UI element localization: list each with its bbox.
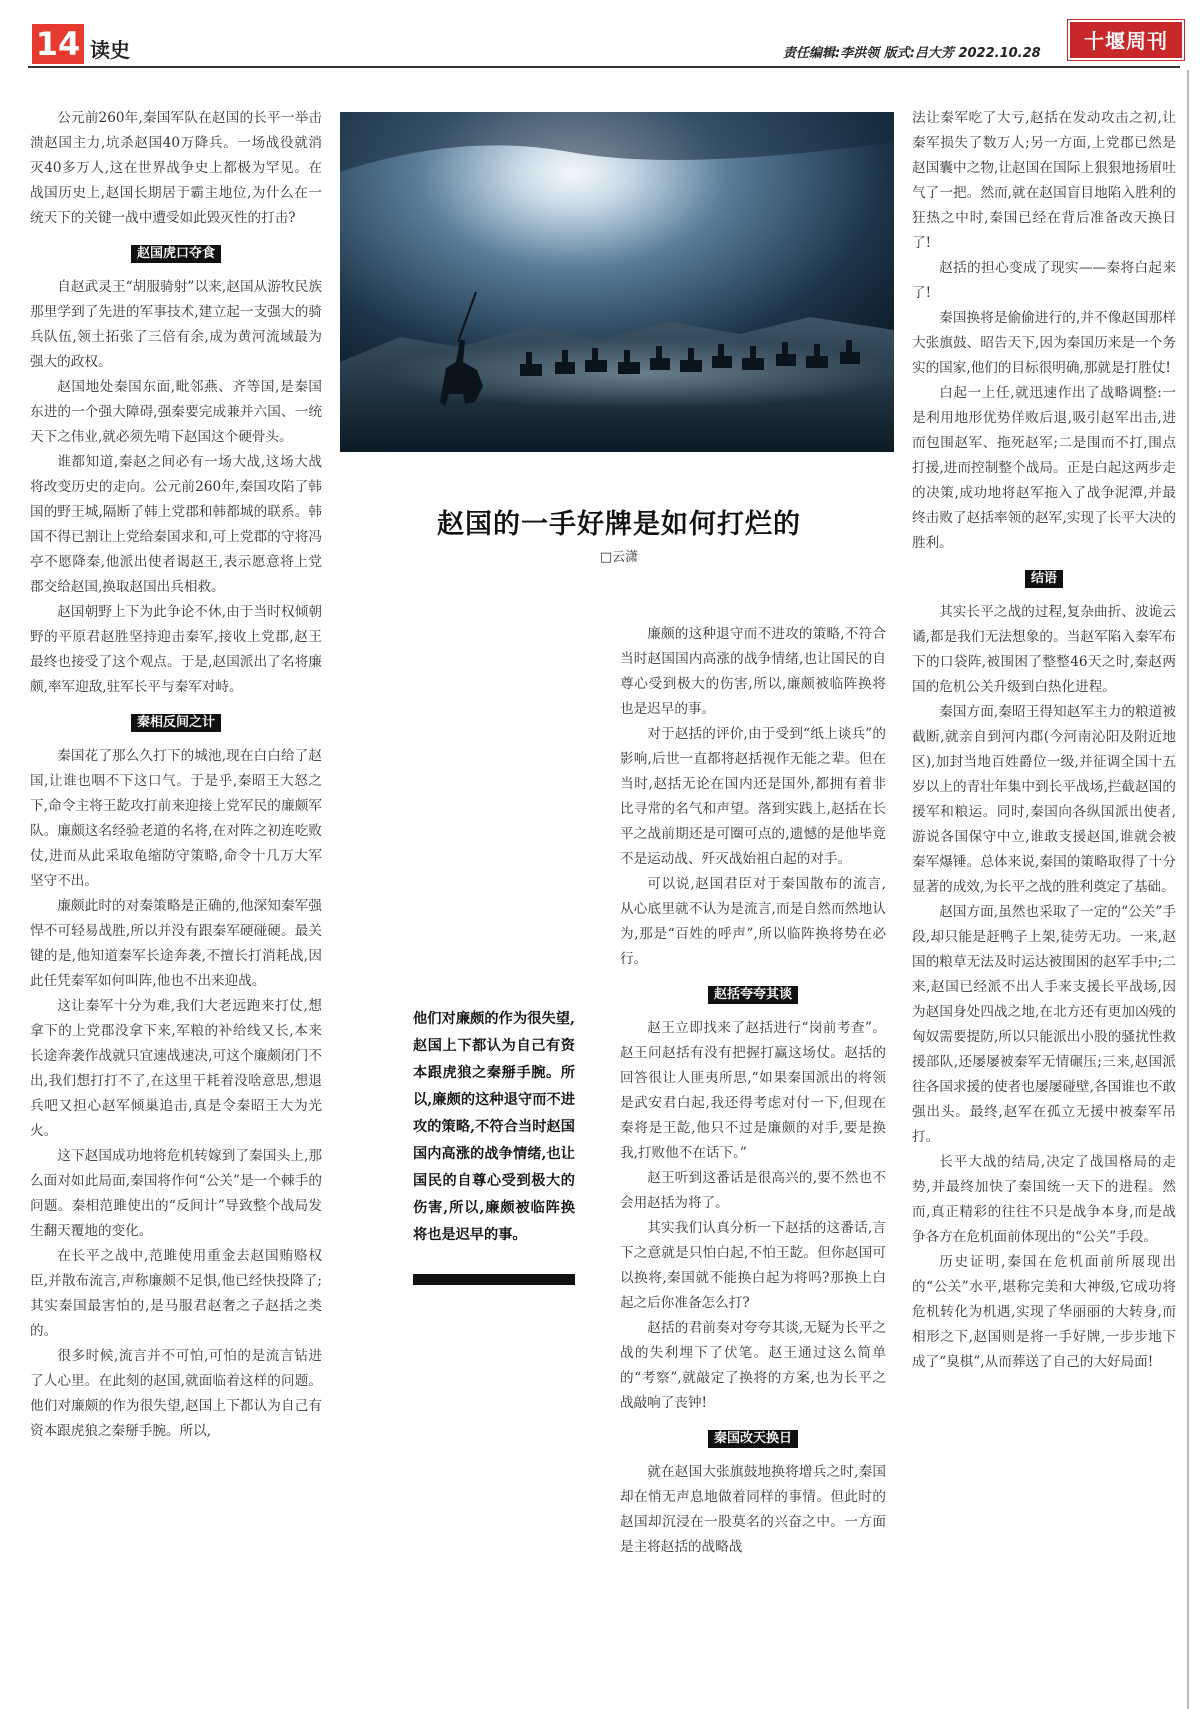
subheading-label: 赵括夸夸其谈 [708,986,798,1004]
paragraph: 很多时候,流言并不可怕,可怕的是流言钻进了人心里。在此刻的赵国,就面临着这样的问题。他们对廉颇的作为很失望,赵国上下都认为自己有资本跟虎狼之秦掰手腕。所以, [30,1348,322,1439]
paragraph: 历史证明,秦国在危机面前所展现出的“公关”水平,堪称完美和大神级,它成功将危机转化为机遇,实现了华丽丽的大转身,而相形之下,赵国则是将一手好牌,一步步地下成了“臭棋”,从而葬送了自己的大好局面! [912,1254,1176,1370]
publication-logo: 十堰周刊 [1068,20,1184,60]
paragraph: 就在赵国大张旗鼓地换将增兵之时,秦国却在悄无声息地做着同样的事情。但此时的赵国却沉浸在一股莫名的兴奋之中。一方面是主将赵括的战略战 [620,1464,886,1555]
paragraph: 其实长平之战的过程,复杂曲折、波诡云谲,都是我们无法想象的。当赵军陷入秦军布下的口袋阵,被围困了整整46天之时,秦赵两国的危机公关升级到白热化进程。 [912,604,1176,695]
subheading [30,710,322,735]
paragraph: 长平大战的结局,决定了战国格局的走势,并最终加快了秦国统一天下的进程。然而,真正精彩的往往不只是战争本身,而是战争各方在危机面前体现出的“公关”手段。 [912,1154,1176,1245]
paragraph: 秦国换将是偷偷进行的,并不像赵国那样大张旗鼓、昭告天下,因为秦国历来是一个务实的国家,他们的目标很明确,那就是打胜仗! [912,310,1176,376]
paragraph: 廉颇此时的对秦策略是正确的,他深知秦军强悍不可轻易战胜,所以并没有跟秦军硬碰硬。最关键的是,他知道秦军长途奔袭,不擅长打消耗战,因此任凭秦军如何叫阵,他也不出来迎战。 [30,898,322,989]
paragraph: 自赵武灵王“胡服骑射”以来,赵国从游牧民族那里学到了先进的军事技术,建立起一支强大的骑兵队伍,领土拓张了三倍有余,成为黄河流域最为强大的政权。 [30,279,322,370]
subheading [620,982,886,1007]
subheading-label: 秦国改天换日 [708,1430,798,1448]
paragraph: 对于赵括的评价,由于受到“纸上谈兵”的影响,后世一直都将赵括视作无能之辈。但在当时,赵括无论在国内还是国外,都拥有着非比寻常的名气和声望。落到实践上,赵括在长平之战前期还是可圈可点的,遗憾的是他毕竟不是运动战、歼灭战始祖白起的对手。 [620,726,886,867]
subheading-label: 赵国虎口夺食 [131,245,221,263]
column-middle [620,622,886,1560]
article-author: □云潇 [599,550,639,565]
hero-battle-image [340,112,894,452]
paragraph: 谁都知道,秦赵之间必有一场大战,这场大战将改变历史的走向。公元前260年,秦国攻陷了韩国的野王城,隔断了韩上党郡和韩都城的联系。韩国不得已割让上党给秦国求和,可上党郡的守将冯亭不愿降秦,他派出使者谒赵王,表示愿意将上党郡交给赵国,换取赵国出兵相救。 [30,454,322,595]
editor-info: 责任编辑:李洪领 版式:吕大芳 2022.10.28 [783,46,1041,61]
paragraph: 在长平之战中,范雎使用重金去赵国贿赂权臣,并散布流言,声称廉颇不足惧,他已经快投降了;其实秦国最害怕的,是马服君赵奢之子赵括之类的。 [30,1248,322,1339]
pull-quote-bar [413,1274,575,1285]
page-edge-rule [1187,70,1189,1709]
article-title: 赵国的一手好牌是如何打烂的 [437,509,801,540]
paragraph: 秦国方面,秦昭王得知赵军主力的粮道被截断,就亲自到河内郡(今河南沁阳及附近地区),加封当地百姓爵位一级,并征调全国十五岁以上的青壮年集中到长平战场,拦截赵国的援军和粮运。同时,秦国向各纵国派出使者,游说各国保守中立,谁敢支援赵国,谁就会被秦军爆锤。总体来说,秦国的策略取得了十分显著的成效,为长平之战的胜利奠定了基础。 [912,704,1176,895]
section-name: 读史 [90,38,130,62]
subheading [912,566,1176,591]
subheading [620,1426,886,1451]
page-header [28,20,1180,68]
paragraph: 这让秦军十分为难,我们大老远跑来打仗,想拿下的上党郡没拿下来,军粮的补给线又长,本来长途奔袭作战就只宜速战速决,可这个廉颇闭门不出,我们想打打不了,在这里干耗着没啥意思,想退兵吧又担心赵军倾巢追击,真是令秦昭王大为光火。 [30,998,322,1139]
column-right [912,106,1176,1375]
subheading-label: 秦相反间之计 [131,714,221,732]
paragraph: 赵国方面,虽然也采取了一定的“公关”手段,却只能是赶鸭子上架,徒劳无功。一来,赵国的粮草无法及时运达被围困的赵军手中;二来,赵国已经派不出人手来支援长平战场,因为赵国身处四战之地,在北方还有更加凶残的匈奴需要提防,所以只能派出小股的骚扰性救援部队,还屡屡被秦军无情碾压;三来,赵国派往各国求援的使者也屡屡碰壁,各国谁也不敢强出头。最终,赵军在孤立无援中被秦军吊打。 [912,904,1176,1145]
paragraph: 白起一上任,就迅速作出了战略调整:一是利用地形优势佯败后退,吸引赵军出击,进而包围赵军、拖死赵军;二是围而不打,围点打援,进而控制整个战局。正是白起这两步走的决策,成功地将赵军拖入了战争泥潭,并最终击败了赵括率领的赵军,实现了长平大决的胜利。 [912,385,1176,551]
paragraph: 其实我们认真分析一下赵括的这番话,言下之意就是只怕白起,不怕王龁。但你赵国可以换将,秦国就不能换白起为将吗?那换上白起之后你准备怎么打? [620,1220,886,1311]
cavalry-scene-illustration [340,112,894,452]
paragraph: 赵括的担心变成了现实——秦将白起来了! [912,260,1176,301]
paragraph: 法让秦军吃了大亏,赵括在发动攻击之初,让秦军损失了数万人;另一方面,上党郡已然是赵国囊中之物,让赵国在国际上狠狠地扬眉吐气了一把。然而,就在赵国盲目地陷入胜利的狂热之中时,秦国已经在背后准备改天换日了! [912,110,1176,251]
header-divider [28,66,1180,68]
paragraph: 廉颇的这种退守而不进攻的策略,不符合当时赵国国内高涨的战争情绪,也让国民的自尊心受到极大的伤害,所以,廉颇被临阵换将也是迟早的事。 [620,626,886,717]
paragraph: 赵国朝野上下为此争论不休,由于当时权倾朝野的平原君赵胜坚持迎击秦军,接收上党郡,赵王最终也接受了这个观点。于是,赵国派出了名将廉颇,率军迎敌,驻军长平与秦军对峙。 [30,604,322,695]
subheading-label: 结语 [1025,570,1063,588]
pull-quote: 他们对廉颇的作为很失望,赵国上下都认为自己有资本跟虎狼之秦掰手腕。所以,廉颇的这种退守而不进攻的策略,不符合当时赵国国内高涨的战争情绪,也让国民的自尊心受到极大的伤害,所以,廉颇被临阵换将也是迟早的事。 [413,1011,575,1243]
paragraph: 赵国地处秦国东面,毗邻燕、齐等国,是秦国东进的一个强大障碍,强秦要完成兼并六国、一统天下之伟业,就必须先啃下赵国这个硬骨头。 [30,379,322,445]
subheading [30,241,322,266]
paragraph: 这下赵国成功地将危机转嫁到了秦国头上,那么面对如此局面,秦国将作何“公关”是一个棘手的问题。秦相范雎使出的“反间计”导致整个战局发生翻天覆地的变化。 [30,1148,322,1239]
paragraph: 赵王听到这番话是很高兴的,要不然也不会用赵括为将了。 [620,1170,886,1211]
column-left [30,106,322,1444]
paragraph: 秦国花了那么久打下的城池,现在白白给了赵国,让谁也咽不下这口气。于是乎,秦昭王大怒之下,命令主将王龁攻打前来迎接上党军民的廉颇军队。廉颇这名经验老道的名将,在对阵之初连吃败仗,进而从此采取龟缩防守策略,命令十几万大军坚守不出。 [30,748,322,889]
paragraph: 赵括的君前奏对夸夸其谈,无疑为长平之战的失利埋下了伏笔。赵王通过这么简单的“考察”,就敲定了换将的方案,也为长平之战敲响了丧钟! [620,1320,886,1411]
paragraph: 公元前260年,秦国军队在赵国的长平一举击溃赵国主力,坑杀赵国40万降兵。一场战役就消灭40多万人,这在世界战争史上都极为罕见。在战国历史上,赵国长期居于霸主地位,为什么在一统天下的关键一战中遭受如此毁灭性的打击? [30,110,322,226]
paragraph: 可以说,赵国君臣对于秦国散布的流言,从心底里就不认为是流言,而是自然而然地认为,那是“百姓的呼声”,所以临阵换将势在必行。 [620,876,886,967]
page-number: 14 [32,24,84,64]
paragraph: 赵王立即找来了赵括进行“岗前考查”。赵王问赵括有没有把握打赢这场仗。赵括的回答很让人匪夷所思,“如果秦国派出的将领是武安君白起,我还得考虑对付一下,但现在秦将是王龁,他只不过是廉颇的对手,要是换我,打败他不在话下。” [620,1020,886,1161]
